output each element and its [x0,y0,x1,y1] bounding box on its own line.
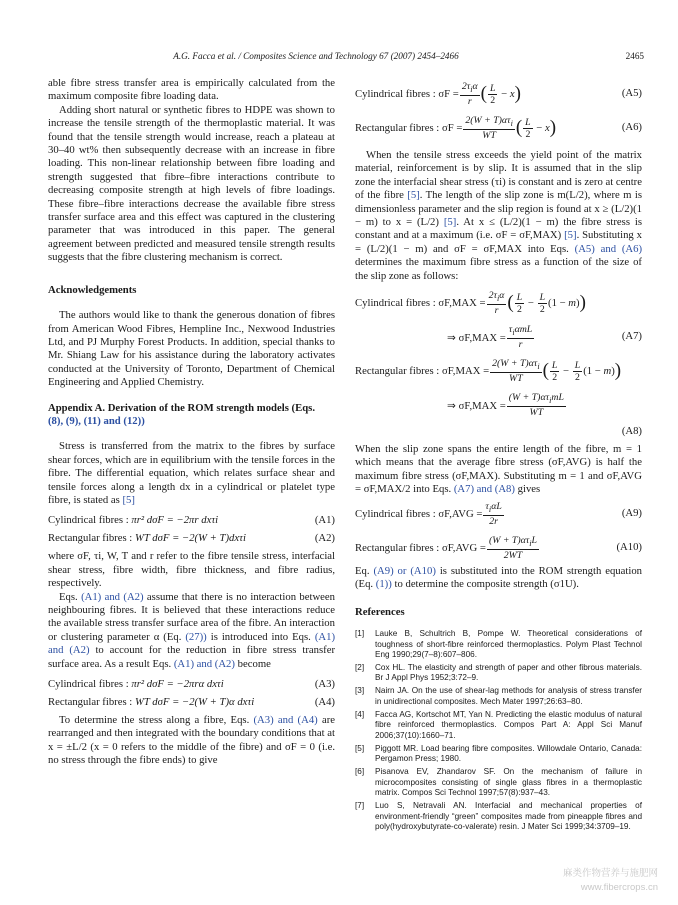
equation-number: (A2) [314,532,335,545]
equation-link[interactable]: (27)) [185,630,207,643]
running-header [48,51,644,65]
equation-a1: Cylindrical fibres : πr² dσF = −2πr dxτi (A1) [48,511,335,529]
reference-number: [5] [355,743,365,753]
equation-a4: Rectangular fibres : WT dσF = −2(W + T)α dxτi (A4) [48,693,335,711]
reference-text: Luo S, Netravali AN. Interfacial and mechanical properties of environment-friendly “green” composites made from pineapple fibres and poly(hydroxybutyrate-co-valerate) resin. J Mater Sci 1999;34:3709–19. [375,800,642,832]
reference-item [355,801,642,833]
left-column [48,77,335,768]
equation-a2: Rectangular fibres : WT dσF = −2(W + T)dxτi (A2) [48,529,335,547]
equation-number: (A5) [621,87,642,99]
reference-text: Nairn JA. On the use of shear-lag methods for analysis of stress transfer in unidirectional composites. Mech Mater 1997;26:63–80. [375,686,642,706]
reference-number: [6] [355,766,365,776]
equation-number: (A1) [314,514,335,527]
reference-text: Cox HL. The elasticity and strength of paper and other fibrous materials. Br J Appl Phys 1952;3:72–9. [375,662,642,683]
citation-link[interactable]: [5] [407,189,420,202]
reference-number: [4] [355,709,365,719]
equation-a5: Cylindrical fibres : σF = $\frac{2\tau_i\alpha}{r}$ ( $\frac{L}{2}$ − x ) (A5) [355,81,642,107]
equation-a8-number-row [355,422,642,440]
equation-number: (A4) [314,696,335,709]
paragraph: When the slip zone spans the entire length of the fibre, m = 1 which means that the average fibre stress (σF,AVG) is half the maximum fibre stress (σF,MAX). Substituting m = 1 and σF,AVG = σF,MAX/2 into Eqs. (A7) and (A8) gives [355,443,642,496]
paragraph: Eq. (A9) or (A10) is substituted into the ROM strength equation (Eq. (1)) to determine the composite strength (σ1U). [355,564,643,591]
reference-item [355,629,642,661]
citation-link[interactable]: [5] [443,216,457,229]
equation-a10: Rectangular fibres : σF,AVG = $\frac{(W + T)\alpha\tau_iL}{2WT}$ (A10) [355,534,642,561]
reference-text: Piggott MR. Load bearing fibre composites. Willowdale Ontario, Canada: Pergamon Press; 1980. [375,743,642,764]
reference-number: [2] [355,662,365,672]
equation-number: (A7) [621,330,642,343]
paragraph: Adding short natural or synthetic fibres to HDPE was shown to increase the tensile strength of the thermoplastic material. It was found that the tensile strength would increase, reach a plateau at 30–40 wt% then subsequently decrease with an increase in fibre loading. This non-linear relationship between fibre loading and strength suggested that fibre–fibre interactions contribute to decreasing composite strength at high levels of fibre loadings. These fibre–fibre interactions decrease the available fibre stress transfer surface area and this effect was captured in the clustering parameter that was introduced in this paper. The general agreement between predicted and measured tensile strength results suggests that the fibre clustering mechanism is correct. [48,103,335,264]
equation-link[interactable]: (A1) and (A2) [48,630,336,657]
paragraph: where σF, τi, W, T and r refer to the fibre tensile stress, interfacial shear stress, fibre width, fibre thickness, and fibre radius, respectively. [48,550,335,590]
equation-number: (A8) [621,425,642,438]
citation-link[interactable]: [5] [122,493,135,506]
paragraph: When the tensile stress exceeds the yield point of the matrix material, reinforcement is by slip. It is assumed that in the slip zone the interfacial shear stress (τi) is constant and is zero at centre of the fibre [5]. The length of the slip zone is m(L/2), where m is dimensionless parameter and the slip region is found at x ≥ (L/2)(1 − m) to x = (L/2) [5]. At x ≤ (L/2)(1 − m) the fibre stress is constant and at a maximum (i.e. σF = σF,MAX) [5]. Substituting x = (L/2)(1 − m) and σF = σF,MAX into Eqs. (A5) and (A6) determines the maximum fibre stress as a function of the size of the slip zone as follows: [355,149,643,282]
section-title-appendix: Appendix A. Derivation of the ROM strength models (Eqs. (8), (9), (11) and (12)) [48,401,315,427]
equation-a8-line1: Rectangular fibres : σF,MAX = $\frac{2(W + T)\alpha\tau_i}{WT}$ ( $\frac{L}{2}$ − $\frac{L}{2}$ (1 − m) ) [355,358,622,385]
equation-link[interactable]: (A1) and (A2) [173,657,235,670]
equation-number: (A6) [621,121,642,133]
paragraph: To determine the stress along a fibre, Eqs. (A3) and (A4) are rearranged and then integrated with the boundary conditions that at x = ±L/2 (x = 0 refers to the middle of the fibre) and σF = 0 (i.e. no stress through the fibre ends) to give [48,714,336,767]
paragraph: able fibre stress transfer area is empirically calculated from the maximum composite fibre loading data. [48,77,335,103]
paragraph: The authors would like to thank the generous donation of fibres from American Wood Fibres, Hempline Inc., Nexwood Industries Ltd, and PJ Murphy Forest Products. In addition, special thanks to Mr. Shiang Law for his assistance during the laboratory activates conducted at the University of Toronto, Department of Chemical Engineering and Applied Chemistry. [48,309,335,389]
running-head: A.G. Facca et al. / Composites Science and Technology 67 (2007) 2454–2466 [173,51,459,61]
reference-item [355,663,642,684]
equation-link[interactable]: (A3) and (A4) [253,714,318,727]
equation-link[interactable]: (A9) or (A10) [373,564,436,577]
equation-a3: Cylindrical fibres : πr² dσF = −2πrα dxτi (A3) [48,675,335,693]
reference-text: Facca AG, Kortschot MT, Yan N. Predicting the elastic modulus of natural fibre reinforced thermoplastics. Compos Part A: Appl Sci Manuf 2006;37(10):1660–71. [375,709,642,740]
equation-link[interactable]: (A1) and (A2) [81,590,144,603]
equation-link[interactable]: (A5) and (A6) [574,242,643,255]
watermark-text: 麻类作物营养与施肥网 [562,868,658,879]
section-title-references: References [355,605,405,618]
paragraph: Eqs. (A1) and (A2) assume that there is no interaction between neighbouring fibres. It is believed that these interactions reduce the available stress transfer surface area of the fibre. An interaction or clustering parameter α (Eq. (27)) is introduced into Eqs. (A1) and (A2) to account for the reduction in fibre stress transfer surface area. As a result Eqs. (A1) and (A2) become [48,590,336,670]
equation-link[interactable]: (8), (9), (11) and (12)) [48,414,145,427]
equation-number: (A9) [621,506,642,519]
page-number: 2465 [625,51,644,61]
reference-item [355,686,642,707]
equation-link[interactable]: (A7) and (A8) [453,483,515,496]
paragraph: Stress is transferred from the matrix to the fibres by surface shear forces, which are in equilibrium with the tensile forces in the fibre. The differential equation, which relates surface shear and tensile forces along a length dx in a cylindrical or platelet type fibre, is stated as [5] [48,440,335,506]
reference-text: Lauke B, Schultrich B, Pompe W. Theoretical considerations of toughness of short-fibre reinforced thermoplastics. Polym Plast Technol Eng 1990;29(7–8):607–806. [375,628,642,660]
reference-item [355,710,642,742]
equation-a7-line1: Cylindrical fibres : σF,MAX = $\frac{2\tau_i\alpha}{r}$ ( $\frac{L}{2}$ − $\frac{L}{2}$ (1 − m) ) [355,290,586,317]
equation-number: (A3) [314,678,335,691]
reference-text: Pisanova EV, Zhandarov SF. On the mechanism of failure in microcomposites consisting of single glass fibres in a thermoplastic matrix. Compos Sci Technol 1997;57(8):937–43. [375,766,642,798]
reference-number: [3] [355,686,365,696]
reference-item [355,744,642,765]
reference-list [355,629,642,833]
watermark-url: www.fibercrops.cn [580,882,658,893]
equation-a6: Rectangular fibres : σF = $\frac{2(W + T)\alpha\tau_i}{WT}$ ( $\frac{L}{2}$ − x ) (A6) [355,115,642,141]
reference-number: [1] [355,628,365,638]
equation-link[interactable]: (1)) [375,578,392,591]
section-title-acknowledgements: Acknowledgements [48,283,137,296]
equation-a7-line2: ⇒ σF,MAX = $\frac{\tau_i\alpha mL}{r}$ (A7) [447,324,642,351]
equation-a9: Cylindrical fibres : σF,AVG = $\frac{\tau_i\alpha L}{2r}$ (A9) [355,500,642,527]
citation-link[interactable]: [5] [564,229,577,242]
reference-number: [7] [355,800,365,810]
right-column [355,77,642,835]
equation-number: (A10) [616,540,642,553]
equation-a8-line2: ⇒ σF,MAX = $\frac{(W + T)\alpha\tau_imL}{WT}$ [447,392,564,419]
reference-item [355,767,642,799]
